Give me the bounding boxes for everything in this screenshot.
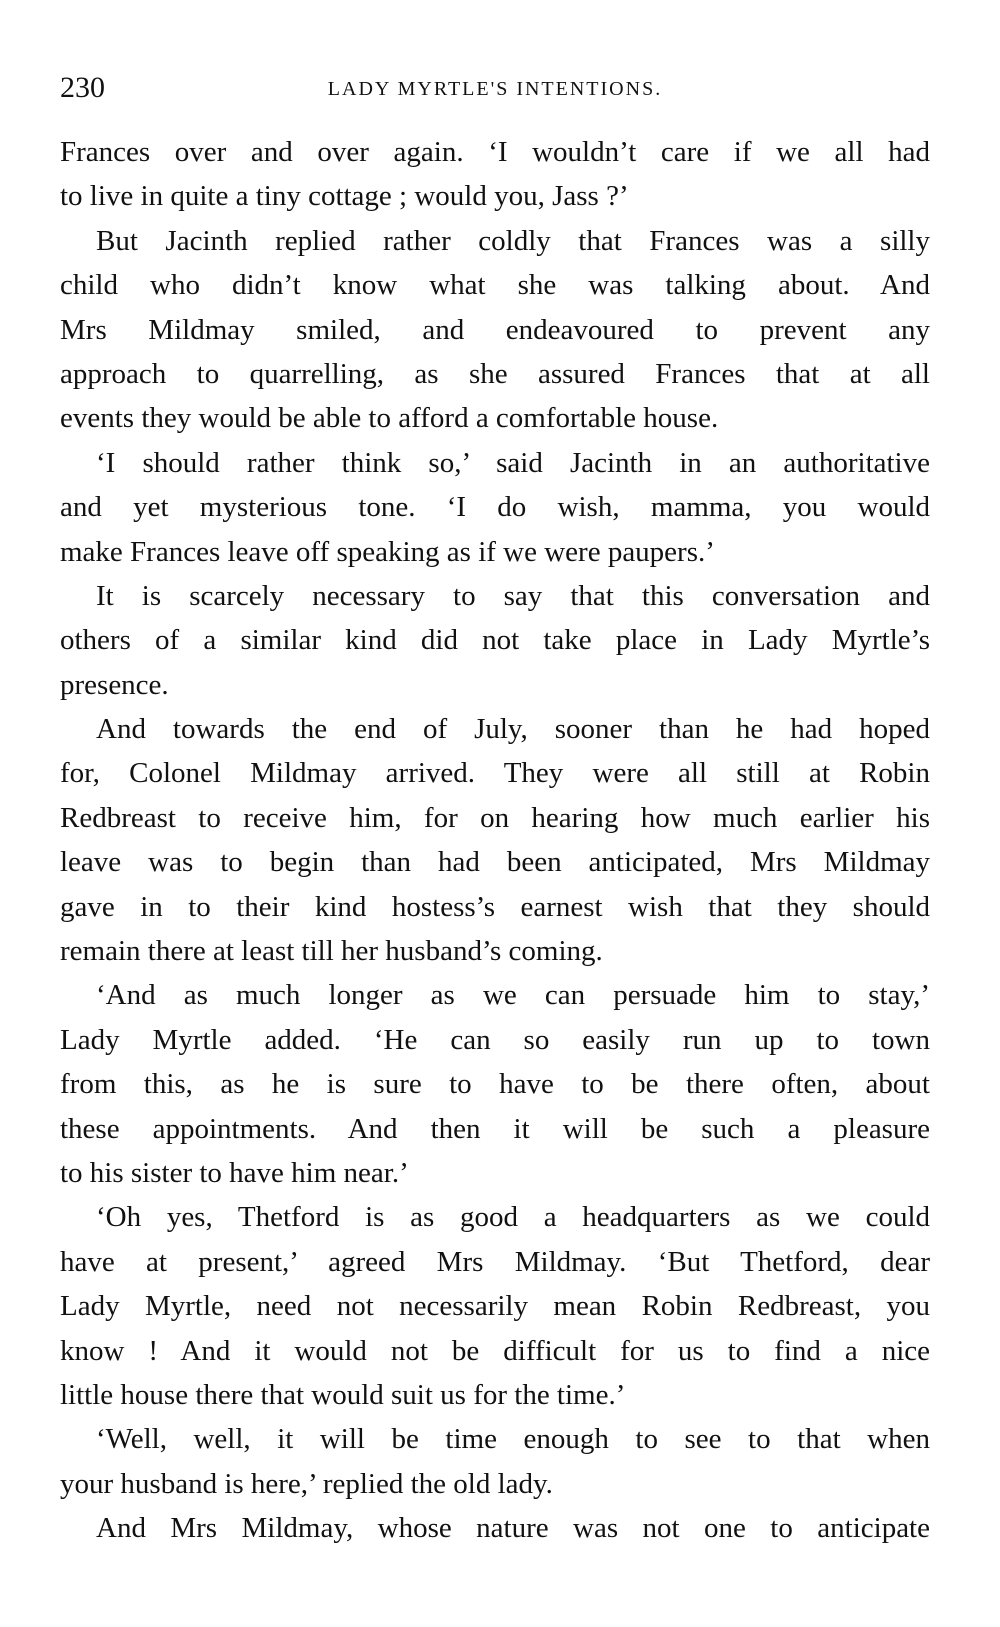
- paragraph-5: [60, 707, 930, 973]
- text-line: little house there that would suit us for the time.’: [60, 1378, 626, 1411]
- text-line: have at present,’ agreed Mrs Mildmay. ‘But Thetford, dear: [60, 1245, 930, 1278]
- text-line: Redbreast to receive him, for on hearing how much earlier his: [60, 801, 930, 834]
- text-line: ‘Oh yes, Thetford is as good a headquarters as we could: [96, 1201, 930, 1234]
- text-line: know ! And it would not be difficult for us to find a nice: [60, 1334, 930, 1367]
- paragraph-2: [60, 219, 930, 441]
- text-line: child who didn’t know what she was talking about. And: [60, 269, 930, 302]
- text-line: leave was to begin than had been anticipated, Mrs Mildmay: [60, 846, 930, 879]
- text-line: But Jacinth replied rather coldly that Frances was a silly: [96, 224, 930, 257]
- text-line: from this, as he is sure to have to be there often, about: [60, 1068, 930, 1101]
- text-line: for, Colonel Mildmay arrived. They were all still at Robin: [60, 757, 930, 790]
- text-line: And Mrs Mildmay, whose nature was not one to anticipate: [96, 1512, 930, 1545]
- text-line: and yet mysterious tone. ‘I do wish, mamma, you would: [60, 491, 930, 524]
- text-line: these appointments. And then it will be such a pleasure: [60, 1112, 930, 1145]
- text-line: events they would be able to afford a comfortable house.: [60, 402, 719, 435]
- paragraph-9: [60, 1506, 930, 1550]
- text-line: gave in to their kind hostess’s earnest wish that they should: [60, 890, 930, 923]
- text-line: others of a similar kind did not take place in Lady Myrtle’s: [60, 624, 930, 657]
- text-line: Lady Myrtle added. ‘He can so easily run up to town: [60, 1023, 930, 1056]
- page-number: 230: [60, 71, 105, 104]
- text-line: Mrs Mildmay smiled, and endeavoured to prevent any: [60, 313, 930, 346]
- text-line: Frances over and over again. ‘I wouldn’t care if we all had: [60, 136, 930, 168]
- paragraph-7: [60, 1195, 930, 1417]
- paragraph-6: [60, 973, 930, 1195]
- text-line: ‘And as much longer as we can persuade him to stay,’: [96, 979, 930, 1012]
- running-title: LADY MYRTLE'S INTENTIONS.: [327, 78, 663, 100]
- paragraph-3: [60, 441, 930, 574]
- text-line: remain there at least till her husband’s coming.: [60, 935, 603, 968]
- paragraph-1: [60, 130, 930, 219]
- text-line: to live in quite a tiny cottage ; would you, Jass ?’: [60, 180, 629, 213]
- paragraph-8: [60, 1417, 930, 1506]
- text-line: make Frances leave off speaking as if we were paupers.’: [60, 535, 715, 568]
- body-text: [60, 130, 930, 1551]
- text-line: presence.: [60, 668, 169, 701]
- paragraph-4: [60, 574, 930, 707]
- text-line: ‘I should rather think so,’ said Jacinth in an authoritative: [96, 446, 930, 479]
- text-line: your husband is here,’ replied the old lady.: [60, 1467, 553, 1500]
- text-line: It is scarcely necessary to say that this conversation and: [96, 579, 930, 612]
- text-line: approach to quarrelling, as she assured Frances that at all: [60, 357, 930, 390]
- page-header: [60, 68, 930, 108]
- text-line: to his sister to have him near.’: [60, 1156, 409, 1189]
- text-line: ‘Well, well, it will be time enough to see to that when: [96, 1423, 930, 1456]
- text-line: Lady Myrtle, need not necessarily mean Robin Redbreast, you: [60, 1290, 930, 1323]
- text-line: And towards the end of July, sooner than he had hoped: [96, 713, 930, 746]
